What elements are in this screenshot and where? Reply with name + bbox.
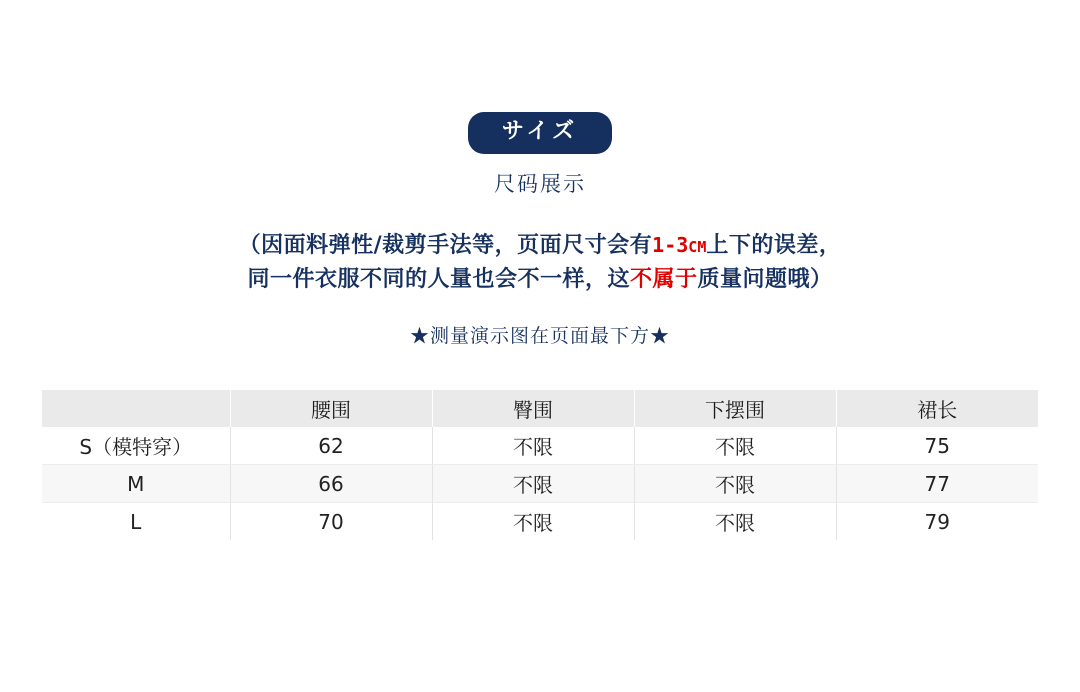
- row-hem-value: 不限: [634, 465, 836, 503]
- tolerance-value: [652, 233, 706, 257]
- size-table: [42, 390, 1038, 540]
- row-hip-value: 不限: [432, 427, 634, 465]
- table-header-corner: [42, 390, 230, 427]
- row-size-label: M: [42, 465, 230, 503]
- table-header-waist: 腰围: [230, 390, 432, 427]
- row-hip-value: 不限: [432, 465, 634, 503]
- row-hip-value: 不限: [432, 503, 634, 541]
- table-header-row: [42, 390, 1038, 427]
- size-badge: サイズ: [468, 112, 612, 154]
- tolerance-unit: CM: [688, 238, 707, 256]
- size-table-body: [42, 427, 1038, 540]
- row-length-value: 79: [836, 503, 1038, 541]
- size-table-head: [42, 390, 1038, 427]
- table-row: [42, 427, 1038, 465]
- table-header-hem: 下摆围: [634, 390, 836, 427]
- row-length-value: 75: [836, 427, 1038, 465]
- row-waist-value: 66: [230, 465, 432, 503]
- disclaimer-line-1-before: （因面料弹性/裁剪手法等，页面尺寸会有: [238, 233, 653, 258]
- row-hem-value: 不限: [634, 427, 836, 465]
- table-header-hip: 臀围: [432, 390, 634, 427]
- row-length-value: 77: [836, 465, 1038, 503]
- disclaimer-line-2-after: 质量问题哦）: [697, 267, 833, 293]
- disclaimer-line-1-after: 上下的误差，: [706, 233, 842, 258]
- row-size-label: L: [42, 503, 230, 541]
- disclaimer-line-2-before: 同一件衣服不同的人量也会不一样，这: [247, 267, 630, 293]
- table-row: [42, 503, 1038, 541]
- disclaimer-emphasis: 不属于: [629, 267, 698, 293]
- row-waist-value: 70: [230, 503, 432, 541]
- measurement-note: ★测量演示图在页面最下方★: [409, 325, 670, 348]
- table-row: [42, 465, 1038, 503]
- table-header-length: 裙长: [836, 390, 1038, 427]
- row-waist-value: 62: [230, 427, 432, 465]
- row-size-label: S（模特穿）: [42, 427, 230, 465]
- row-hem-value: 不限: [634, 503, 836, 541]
- size-disclaimer: [160, 229, 920, 297]
- tolerance-number: 1-3: [652, 233, 689, 257]
- size-table-wrapper: [42, 390, 1038, 540]
- disclaimer-line-1: [160, 229, 920, 263]
- page-subtitle: 尺码展示: [494, 172, 586, 196]
- disclaimer-line-2: [160, 263, 920, 297]
